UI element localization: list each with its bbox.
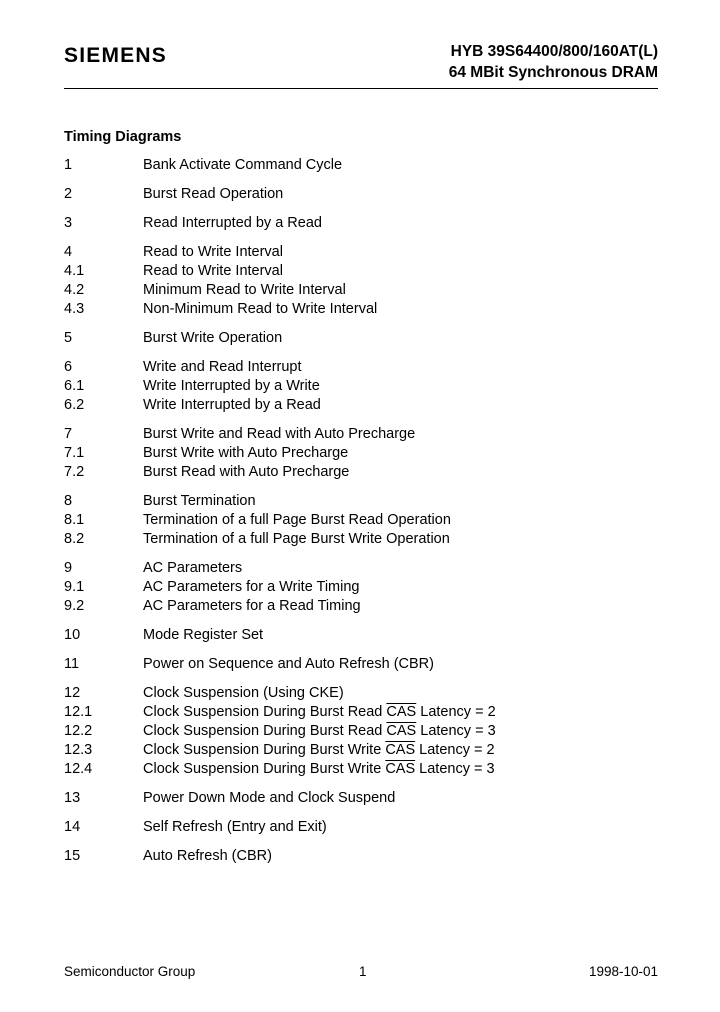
toc-entry-title-text: Burst Read with Auto Precharge xyxy=(143,464,350,480)
toc-entry-title-text: Clock Suspension During Burst Write xyxy=(143,742,382,758)
toc-entry-title-text: AC Parameters for a Write Timing xyxy=(143,579,360,595)
toc-entry-title xyxy=(143,703,664,722)
toc-group xyxy=(64,655,664,674)
toc-entry-number: 2 xyxy=(64,186,73,202)
toc-entry xyxy=(64,684,664,703)
toc-entry xyxy=(64,463,664,482)
toc-entry xyxy=(64,300,664,319)
toc-entry-number: 14 xyxy=(64,819,81,835)
toc-entry-number: 4.1 xyxy=(64,263,85,279)
toc-entry-title-text: Burst Write with Auto Precharge xyxy=(143,445,349,461)
toc-entry xyxy=(64,741,664,760)
toc-entry xyxy=(64,626,664,645)
toc-group xyxy=(64,358,664,415)
toc-entry xyxy=(64,578,664,597)
toc-entry-number: 7.1 xyxy=(64,445,85,461)
toc-entry xyxy=(64,760,664,779)
toc-entry-title xyxy=(143,530,664,549)
toc-entry-title-text: Auto Refresh (CBR) xyxy=(143,848,272,864)
toc-group xyxy=(64,684,664,779)
toc-group xyxy=(64,156,664,175)
toc-entry xyxy=(64,530,664,549)
toc-group xyxy=(64,492,664,549)
toc-entry-title-text: Clock Suspension During Burst Read xyxy=(143,723,383,739)
toc-entry-number: 12 xyxy=(64,685,81,701)
footer-page-number: 1 xyxy=(359,964,367,979)
toc-entry-title xyxy=(143,185,664,204)
toc-entry xyxy=(64,396,664,415)
toc-entry-latency: Latency = 2 xyxy=(420,704,496,720)
toc-entry xyxy=(64,511,664,530)
toc-entry-title xyxy=(143,684,664,703)
cas-signal-overline: $\overline{CAS}$ xyxy=(385,742,416,758)
toc-entry-number: 11 xyxy=(64,656,80,672)
toc-entry-title xyxy=(143,396,664,415)
toc-entry-title xyxy=(143,559,664,578)
toc-entry-title-text: Non-Minimum Read to Write Interval xyxy=(143,301,378,317)
footer-company: Semiconductor Group xyxy=(64,964,196,979)
toc-group xyxy=(64,626,664,645)
toc-entry-title-text: Burst Write Operation xyxy=(143,330,283,346)
toc-entry-number: 12.3 xyxy=(64,742,93,758)
toc-entry-title-text: Clock Suspension During Burst Write xyxy=(143,761,382,777)
toc-entry-title-text: Read to Write Interval xyxy=(143,263,283,279)
toc-entry-title xyxy=(143,597,664,616)
toc-entry-title xyxy=(143,329,664,348)
toc-entry-latency: Latency = 3 xyxy=(420,723,496,739)
toc-entry-title xyxy=(143,156,664,175)
siemens-logo: SIEMENS xyxy=(64,44,167,67)
toc-entry-title-text: Power Down Mode and Clock Suspend xyxy=(143,790,396,806)
page-footer xyxy=(64,963,658,981)
toc-entry-title-text: Read to Write Interval xyxy=(143,244,283,260)
toc-entry xyxy=(64,214,664,233)
cas-signal-overline: $\overline{CAS}$ xyxy=(386,704,417,720)
toc-entry xyxy=(64,329,664,348)
toc-group xyxy=(64,847,664,866)
toc-entry xyxy=(64,358,664,377)
toc-entry-title xyxy=(143,281,664,300)
toc-entry-title-text: Termination of a full Page Burst Write Operation xyxy=(143,531,450,547)
toc-group xyxy=(64,818,664,837)
toc-entry-number: 9.1 xyxy=(64,579,85,595)
toc-entry-title-text: Burst Read Operation xyxy=(143,186,284,202)
document-header xyxy=(449,41,658,83)
toc-entry-number: 4 xyxy=(64,244,73,260)
toc-entry-title xyxy=(143,300,664,319)
toc-entry-number: 3 xyxy=(64,215,73,231)
toc-entry-title xyxy=(143,358,664,377)
toc-entry-number: 15 xyxy=(64,848,81,864)
toc-entry xyxy=(64,703,664,722)
toc-entry-title xyxy=(143,741,664,760)
toc-entry-title xyxy=(143,511,664,530)
toc-entry-title-text: Minimum Read to Write Interval xyxy=(143,282,346,298)
toc-entry xyxy=(64,492,664,511)
toc-entry-title-text: Clock Suspension During Burst Read xyxy=(143,704,383,720)
cas-signal-overline: $\overline{CAS}$ xyxy=(385,761,416,777)
toc-entry xyxy=(64,243,664,262)
toc-entry-title xyxy=(143,722,664,741)
toc-entry xyxy=(64,597,664,616)
header-divider xyxy=(64,88,658,89)
toc-entry-title xyxy=(143,847,664,866)
toc-entry-number: 8 xyxy=(64,493,73,509)
toc-entry-number: 5 xyxy=(64,330,73,346)
toc-entry-number: 6.1 xyxy=(64,378,85,394)
toc-entry-number: 8.1 xyxy=(64,512,85,528)
part-number: HYB 39S64400/800/160AT(L) xyxy=(450,43,658,60)
toc-entry-number: 4.2 xyxy=(64,282,85,298)
toc-entry-number: 7.2 xyxy=(64,464,85,480)
toc-group xyxy=(64,789,664,808)
toc-entry-number: 12.2 xyxy=(64,723,93,739)
toc-entry-title-text: AC Parameters xyxy=(143,560,243,576)
toc-entry xyxy=(64,444,664,463)
toc-entry-number: 12.1 xyxy=(64,704,93,720)
toc-entry xyxy=(64,847,664,866)
toc-entry xyxy=(64,818,664,837)
toc-entry-title-text: Write and Read Interrupt xyxy=(143,359,302,375)
toc-entry xyxy=(64,281,664,300)
toc-group xyxy=(64,425,664,482)
toc-entry xyxy=(64,722,664,741)
toc-entry-title-text: Burst Termination xyxy=(143,493,256,509)
toc-entry-latency: Latency = 3 xyxy=(419,761,495,777)
toc-entry-title xyxy=(143,578,664,597)
toc-entry-title-text: AC Parameters for a Read Timing xyxy=(143,598,361,614)
toc-entry-title xyxy=(143,463,664,482)
product-title: 64 MBit Synchronous DRAM xyxy=(448,64,658,81)
section-title: Timing Diagrams xyxy=(64,129,182,145)
toc-entry-number: 9 xyxy=(64,560,73,576)
toc-entry-title xyxy=(143,818,664,837)
toc-entry-title-text: Write Interrupted by a Write xyxy=(143,378,320,394)
toc-entry-number: 4.3 xyxy=(64,301,85,317)
footer-date: 1998-10-01 xyxy=(588,964,658,979)
toc-entry-title-text: Power on Sequence and Auto Refresh (CBR) xyxy=(143,656,434,672)
toc-entry-title-text: Mode Register Set xyxy=(143,627,264,643)
toc-entry-title-text: Self Refresh (Entry and Exit) xyxy=(143,819,327,835)
toc-entry xyxy=(64,377,664,396)
toc-entry xyxy=(64,185,664,204)
toc-group xyxy=(64,185,664,204)
toc-entry-number: 8.2 xyxy=(64,531,85,547)
toc-entry-number: 6.2 xyxy=(64,397,85,413)
toc-entry xyxy=(64,156,664,175)
toc-entry-title xyxy=(143,760,664,779)
toc-entry-number: 9.2 xyxy=(64,598,85,614)
toc-entry xyxy=(64,655,664,674)
toc-list xyxy=(64,156,664,876)
toc-entry xyxy=(64,789,664,808)
toc-entry-title-text: Bank Activate Command Cycle xyxy=(143,157,343,173)
toc-entry-title xyxy=(143,425,664,444)
toc-entry-number: 10 xyxy=(64,627,81,643)
toc-entry-title xyxy=(143,626,664,645)
toc-entry-title xyxy=(143,789,664,808)
toc-group xyxy=(64,243,664,319)
toc-entry-title xyxy=(143,262,664,281)
toc-entry-title xyxy=(143,243,664,262)
cas-signal-overline: $\overline{CAS}$ xyxy=(386,723,417,739)
toc-entry-title-text: Read Interrupted by a Read xyxy=(143,215,322,231)
toc-entry-title-text: Termination of a full Page Burst Read Operation xyxy=(143,512,451,528)
toc-entry-title-text: Burst Write and Read with Auto Precharge xyxy=(143,426,416,442)
toc-entry xyxy=(64,262,664,281)
toc-entry-title-text: Write Interrupted by a Read xyxy=(143,397,321,413)
toc-entry-title xyxy=(143,377,664,396)
toc-entry-title xyxy=(143,444,664,463)
toc-entry-title xyxy=(143,655,664,674)
toc-entry-number: 1 xyxy=(64,157,73,173)
toc-entry-title xyxy=(143,492,664,511)
toc-group xyxy=(64,329,664,348)
toc-group xyxy=(64,559,664,616)
toc-entry-title xyxy=(143,214,664,233)
toc-entry-number: 7 xyxy=(64,426,73,442)
toc-entry-latency: Latency = 2 xyxy=(419,742,495,758)
toc-entry xyxy=(64,559,664,578)
toc-entry-title-text: Clock Suspension (Using CKE) xyxy=(143,685,344,701)
toc-entry-number: 13 xyxy=(64,790,81,806)
toc-entry-number: 12.4 xyxy=(64,761,93,777)
toc-group xyxy=(64,214,664,233)
toc-entry xyxy=(64,425,664,444)
toc-entry-number: 6 xyxy=(64,359,73,375)
